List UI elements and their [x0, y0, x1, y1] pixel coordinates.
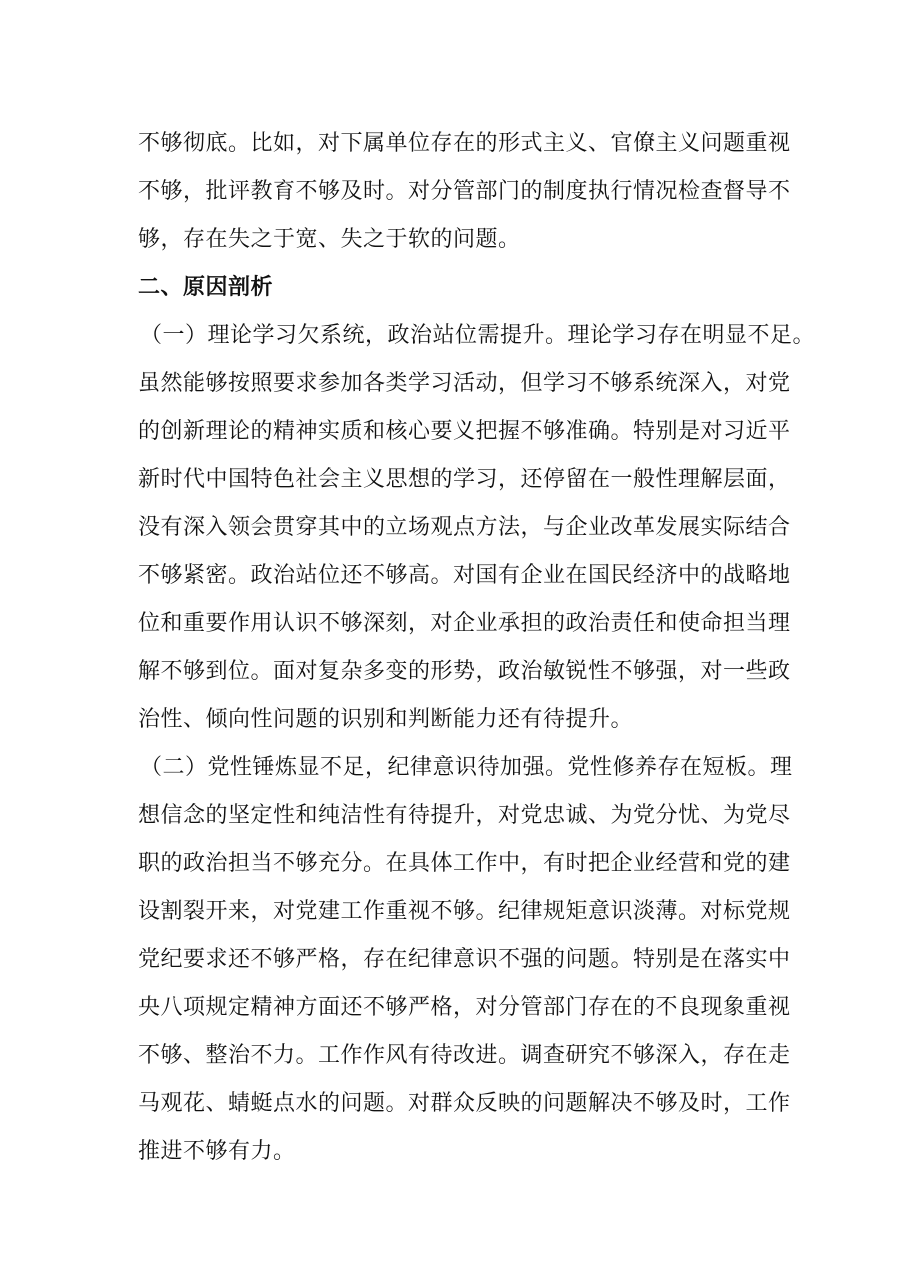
paragraph-line: 想信念的坚定性和纯洁性有待提升，对党忠诚、为党分忧、为党尽: [138, 803, 791, 828]
paragraph-line: 够，存在失之于宽、失之于软的问题。: [138, 227, 521, 252]
paragraph-line: 党纪要求还不够严格，存在纪律意识不强的问题。特别是在落实中: [138, 947, 791, 972]
paragraph-line: 解不够到位。面对复杂多变的形势，政治敏锐性不够强，对一些政: [138, 659, 791, 684]
paragraph-line: 没有深入领会贯穿其中的立场观点方法，与企业改革发展实际结合: [138, 515, 791, 540]
subsection-one-title-line: （一）理论学习欠系统，政治站位需提升。理论学习存在明显不足。: [140, 323, 816, 348]
paragraph-line: 推进不够有力。: [138, 1139, 296, 1164]
paragraph-line: 治性、倾向性问题的识别和判断能力还有待提升。: [138, 707, 634, 732]
paragraph-line: 不够彻底。比如，对下属单位存在的形式主义、官僚主义问题重视: [138, 131, 791, 156]
paragraph-line: 设割裂开来，对党建工作重视不够。纪律规矩意识淡薄。对标党规: [138, 899, 791, 924]
paragraph-line: 不够，批评教育不够及时。对分管部门的制度执行情况检查督导不: [138, 179, 791, 204]
paragraph-line: 央八项规定精神方面还不够严格，对分管部门存在的不良现象重视: [138, 995, 791, 1020]
paragraph-line: 马观花、蜻蜓点水的问题。对群众反映的问题解决不够及时，工作: [138, 1091, 791, 1116]
paragraph-line: 职的政治担当不够充分。在具体工作中，有时把企业经营和党的建: [138, 851, 791, 876]
paragraph-line: 不够、整治不力。工作作风有待改进。调查研究不够深入，存在走: [138, 1043, 791, 1068]
paragraph-line: 的创新理论的精神实质和核心要义把握不够准确。特别是对习近平: [138, 419, 791, 444]
paragraph-line: 虽然能够按照要求参加各类学习活动，但学习不够系统深入，对党: [138, 371, 791, 396]
paragraph-line: 位和重要作用认识不够深刻，对企业承担的政治责任和使命担当理: [138, 611, 791, 636]
section-heading: 二、原因剖析: [138, 275, 274, 300]
paragraph-line: 新时代中国特色社会主义思想的学习，还停留在一般性理解层面，: [138, 467, 791, 492]
subsection-two-title-line: （二）党性锤炼显不足，纪律意识待加强。党性修养存在短板。理: [140, 755, 793, 780]
paragraph-line: 不够紧密。政治站位还不够高。对国有企业在国民经济中的战略地: [138, 563, 791, 588]
